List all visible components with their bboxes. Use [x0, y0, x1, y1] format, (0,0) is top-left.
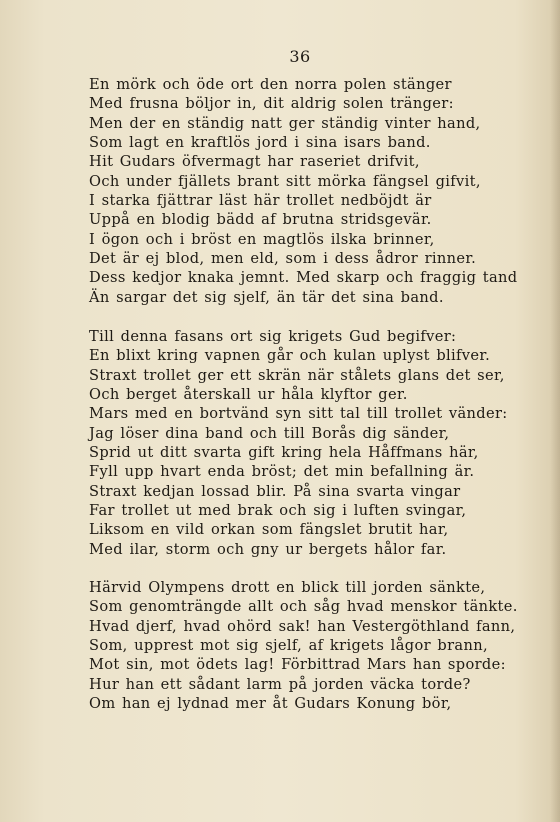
- stanza-2: [89, 327, 519, 559]
- stanza-1: [89, 75, 519, 307]
- verse-line: Mars med en bortvänd syn sitt tal till trollet vänder:: [89, 405, 508, 423]
- verse-line: Far trollet ut med brak och sig i luften svingar,: [89, 502, 467, 520]
- verse-line: Jag löser dina band och till Borås dig sänder,: [89, 424, 450, 442]
- verse-line: Uppå en blodig bädd af brutna stridsgevär.: [89, 211, 432, 229]
- verse-line: Mot sin, mot ödets lag! Förbittrad Mars han sporde:: [89, 656, 506, 674]
- verse-line: En blixt kring vapnen går och kulan uplyst blifver.: [89, 347, 491, 365]
- verse-line: Hit Gudars öfvermagt har raseriet drifvit,: [89, 153, 420, 171]
- verse-line: Med frusna böljor in, dit aldrig solen tränger:: [89, 95, 454, 113]
- verse-line: Än sargar det sig sjelf, än tär det sina band.: [89, 288, 444, 306]
- verse-line: Dess kedjor knaka jemnt. Med skarp och fraggig tand: [89, 269, 518, 287]
- verse-line: Och under fjällets brant sitt mörka fängsel gifvit,: [89, 172, 481, 190]
- verse-line: Hur han ett sådant larm på jorden väcka torde?: [89, 675, 471, 693]
- verse-line: Sprid ut ditt svarta gift kring hela Håffmans här,: [89, 444, 479, 462]
- verse-line: Som genomträngde allt och såg hvad menskor tänkte.: [89, 598, 518, 616]
- verse-line: Och berget återskall ur håla klyftor ger.: [89, 386, 408, 404]
- verse-line: Hvad djerf, hvad ohörd sak! han Vestergöthland fann,: [89, 617, 516, 635]
- verse-line: Om han ej lydnad mer åt Gudars Konung bör,: [89, 695, 452, 713]
- verse-line: En mörk och öde ort den norra polen stänger: [89, 76, 452, 93]
- stanza-3: [89, 578, 519, 713]
- verse-line: Men der en ständig natt ger ständig vinter hand,: [89, 114, 481, 132]
- verse-line: Liksom en vild orkan som fängslet brutit har,: [89, 521, 449, 539]
- verse-line: Med ilar, storm och gny ur bergets hålor far.: [89, 540, 447, 558]
- verse-line: I starka fjättrar läst här trollet nedböjdt är: [89, 192, 432, 210]
- verse-line: Som lagt en kraftlös jord i sina isars band.: [89, 134, 431, 152]
- verse-line: Härvid Olympens drott en blick till jorden sänkte,: [89, 579, 486, 596]
- verse-line: Till denna fasans ort sig krigets Gud begifver:: [89, 328, 457, 345]
- verse-line: Det är ej blod, men eld, som i dess ådror rinner.: [89, 250, 477, 268]
- verse-line: I ögon och i bröst en magtlös ilska brinner,: [89, 230, 435, 248]
- verse-line: Straxt kedjan lossad blir. På sina svarta vingar: [89, 482, 461, 500]
- verse-line: Som, upprest mot sig sjelf, af krigets lågor brann,: [89, 637, 488, 655]
- page-number: 36: [289, 47, 311, 66]
- verse-line: Fyll upp hvart enda bröst; det min befallning är.: [89, 463, 475, 481]
- page-edge-shadow: [550, 0, 560, 822]
- verse-line: Straxt trollet ger ett skrän när stålets glans det ser,: [89, 366, 505, 384]
